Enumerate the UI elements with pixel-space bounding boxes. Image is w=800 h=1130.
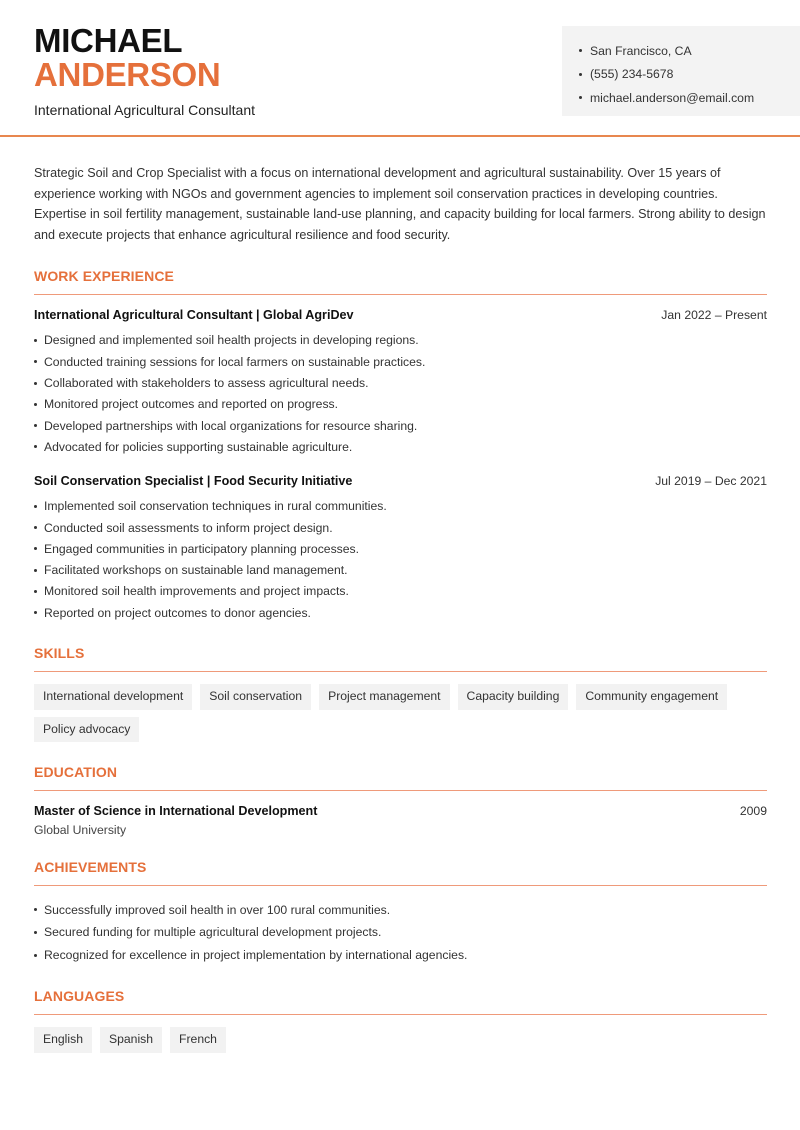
last-name: ANDERSON bbox=[34, 56, 221, 93]
resume-body bbox=[0, 163, 800, 1053]
job-bullet-text: Engaged communities in participatory planning processes. bbox=[44, 541, 360, 556]
section-heading-education: EDUCATION bbox=[34, 764, 767, 791]
language-tag: Spanish bbox=[100, 1027, 162, 1053]
job-bullets bbox=[34, 496, 767, 624]
bullet-icon bbox=[579, 96, 582, 99]
degree: Master of Science in International Development bbox=[34, 804, 318, 819]
contact-location bbox=[579, 39, 800, 63]
bullet-icon bbox=[34, 611, 37, 614]
job-bullet bbox=[34, 496, 767, 517]
bullet-icon bbox=[579, 49, 582, 52]
name-block bbox=[34, 24, 255, 118]
job-bullet bbox=[34, 538, 767, 559]
job-bullet bbox=[34, 330, 767, 351]
achievement-item bbox=[34, 921, 767, 944]
job-date: Jul 2019 – Dec 2021 bbox=[655, 473, 767, 488]
section-heading-achievements: ACHIEVEMENTS bbox=[34, 859, 767, 886]
achievement-item bbox=[34, 944, 767, 967]
bullet-icon bbox=[34, 908, 37, 911]
job-bullet-text: Designed and implemented soil health projects in developing regions. bbox=[44, 333, 419, 348]
bullet-icon bbox=[34, 954, 37, 957]
job-bullet bbox=[34, 351, 767, 372]
first-name: MICHAEL bbox=[34, 22, 183, 59]
job-entry bbox=[34, 308, 767, 458]
job-bullet bbox=[34, 394, 767, 415]
job-entry bbox=[34, 474, 767, 624]
skill-tag: Community engagement bbox=[576, 684, 727, 710]
section-heading-skills: SKILLS bbox=[34, 645, 767, 672]
job-bullet bbox=[34, 415, 767, 436]
skill-tag: Capacity building bbox=[458, 684, 569, 710]
summary: Strategic Soil and Crop Specialist with a focus on international development and agricultural sustainability. Over 15 years of experience working with NGOs and government agencies to implement soil conservation practices in developing countries. Expertise in soil fertility management, sustainable land-use planning, and capacity building for local farmers. Strong ability to design and execute projects that enhance agricultural resilience and food security. bbox=[34, 166, 766, 243]
language-tag: English bbox=[34, 1027, 92, 1053]
job-bullet bbox=[34, 581, 767, 602]
job-bullet bbox=[34, 372, 767, 393]
job-title: Soil Conservation Specialist | Food Security Initiative bbox=[34, 473, 353, 488]
bullet-icon bbox=[579, 73, 582, 76]
contact-email bbox=[579, 86, 800, 110]
graduation-year: 2009 bbox=[739, 804, 767, 819]
skills-section bbox=[34, 645, 767, 742]
achievement-item bbox=[34, 898, 767, 921]
work-experience-section bbox=[34, 268, 767, 624]
skill-tag: Policy advocacy bbox=[34, 717, 139, 743]
resume-header bbox=[0, 0, 800, 137]
contact-location-text: San Francisco, CA bbox=[590, 43, 692, 58]
contact-phone bbox=[579, 63, 800, 87]
bullet-icon bbox=[34, 360, 37, 363]
bullet-icon bbox=[34, 403, 37, 406]
language-tag: French bbox=[170, 1027, 226, 1053]
bullet-icon bbox=[34, 547, 37, 550]
bullet-icon bbox=[34, 590, 37, 593]
education-entry bbox=[34, 804, 767, 837]
education-header bbox=[34, 804, 767, 818]
job-bullet bbox=[34, 602, 767, 623]
education-section bbox=[34, 764, 767, 837]
skill-tag: Soil conservation bbox=[200, 684, 311, 710]
section-heading-work: WORK EXPERIENCE bbox=[34, 268, 767, 295]
achievement-text: Successfully improved soil health in over 100 rural communities. bbox=[44, 902, 391, 917]
bullet-icon bbox=[34, 931, 37, 934]
contact-phone-text: (555) 234-5678 bbox=[590, 67, 674, 82]
languages-section bbox=[34, 988, 767, 1053]
bullet-icon bbox=[34, 569, 37, 572]
bullet-icon bbox=[34, 445, 37, 448]
job-title-headline: International Agricultural Consultant bbox=[34, 102, 256, 118]
job-header bbox=[34, 308, 767, 322]
job-bullet bbox=[34, 517, 767, 538]
bullet-icon bbox=[34, 339, 37, 342]
bullet-icon bbox=[34, 526, 37, 529]
job-bullet bbox=[34, 559, 767, 580]
job-bullet-text: Developed partnerships with local organizations for resource sharing. bbox=[44, 418, 418, 433]
bullet-icon bbox=[34, 382, 37, 385]
language-tags bbox=[34, 1027, 767, 1053]
section-heading-languages: LANGUAGES bbox=[34, 988, 767, 1015]
school: Global University bbox=[34, 823, 127, 838]
achievements-section bbox=[34, 859, 767, 966]
job-bullet-text: Advocated for policies supporting sustainable agriculture. bbox=[44, 439, 353, 454]
skill-tag: Project management bbox=[319, 684, 449, 710]
job-bullet-text: Monitored soil health improvements and project impacts. bbox=[44, 584, 349, 599]
contact-box bbox=[562, 26, 800, 116]
achievements-list bbox=[34, 898, 767, 966]
job-bullet bbox=[34, 436, 767, 457]
skill-tag: International development bbox=[34, 684, 192, 710]
bullet-icon bbox=[34, 424, 37, 427]
job-bullet-text: Conducted soil assessments to inform project design. bbox=[44, 520, 333, 535]
job-bullet-text: Implemented soil conservation techniques in rural communities. bbox=[44, 499, 387, 514]
job-bullet-text: Conducted training sessions for local farmers on sustainable practices. bbox=[44, 354, 426, 369]
job-title: International Agricultural Consultant | Global AgriDev bbox=[34, 307, 354, 322]
job-date: Jan 2022 – Present bbox=[661, 307, 767, 322]
job-bullet-text: Reported on project outcomes to donor agencies. bbox=[44, 605, 311, 620]
contact-email-text: michael.anderson@email.com bbox=[590, 90, 755, 105]
job-bullet-text: Monitored project outcomes and reported on progress. bbox=[44, 397, 339, 412]
job-bullets bbox=[34, 330, 767, 458]
bullet-icon bbox=[34, 505, 37, 508]
achievement-text: Recognized for excellence in project implementation by international agencies. bbox=[44, 948, 468, 963]
skills-tags bbox=[34, 684, 767, 742]
job-bullet-text: Facilitated workshops on sustainable land management. bbox=[44, 563, 348, 578]
achievement-text: Secured funding for multiple agricultural development projects. bbox=[44, 925, 382, 940]
job-bullet-text: Collaborated with stakeholders to assess agricultural needs. bbox=[44, 376, 369, 391]
job-header bbox=[34, 474, 767, 488]
